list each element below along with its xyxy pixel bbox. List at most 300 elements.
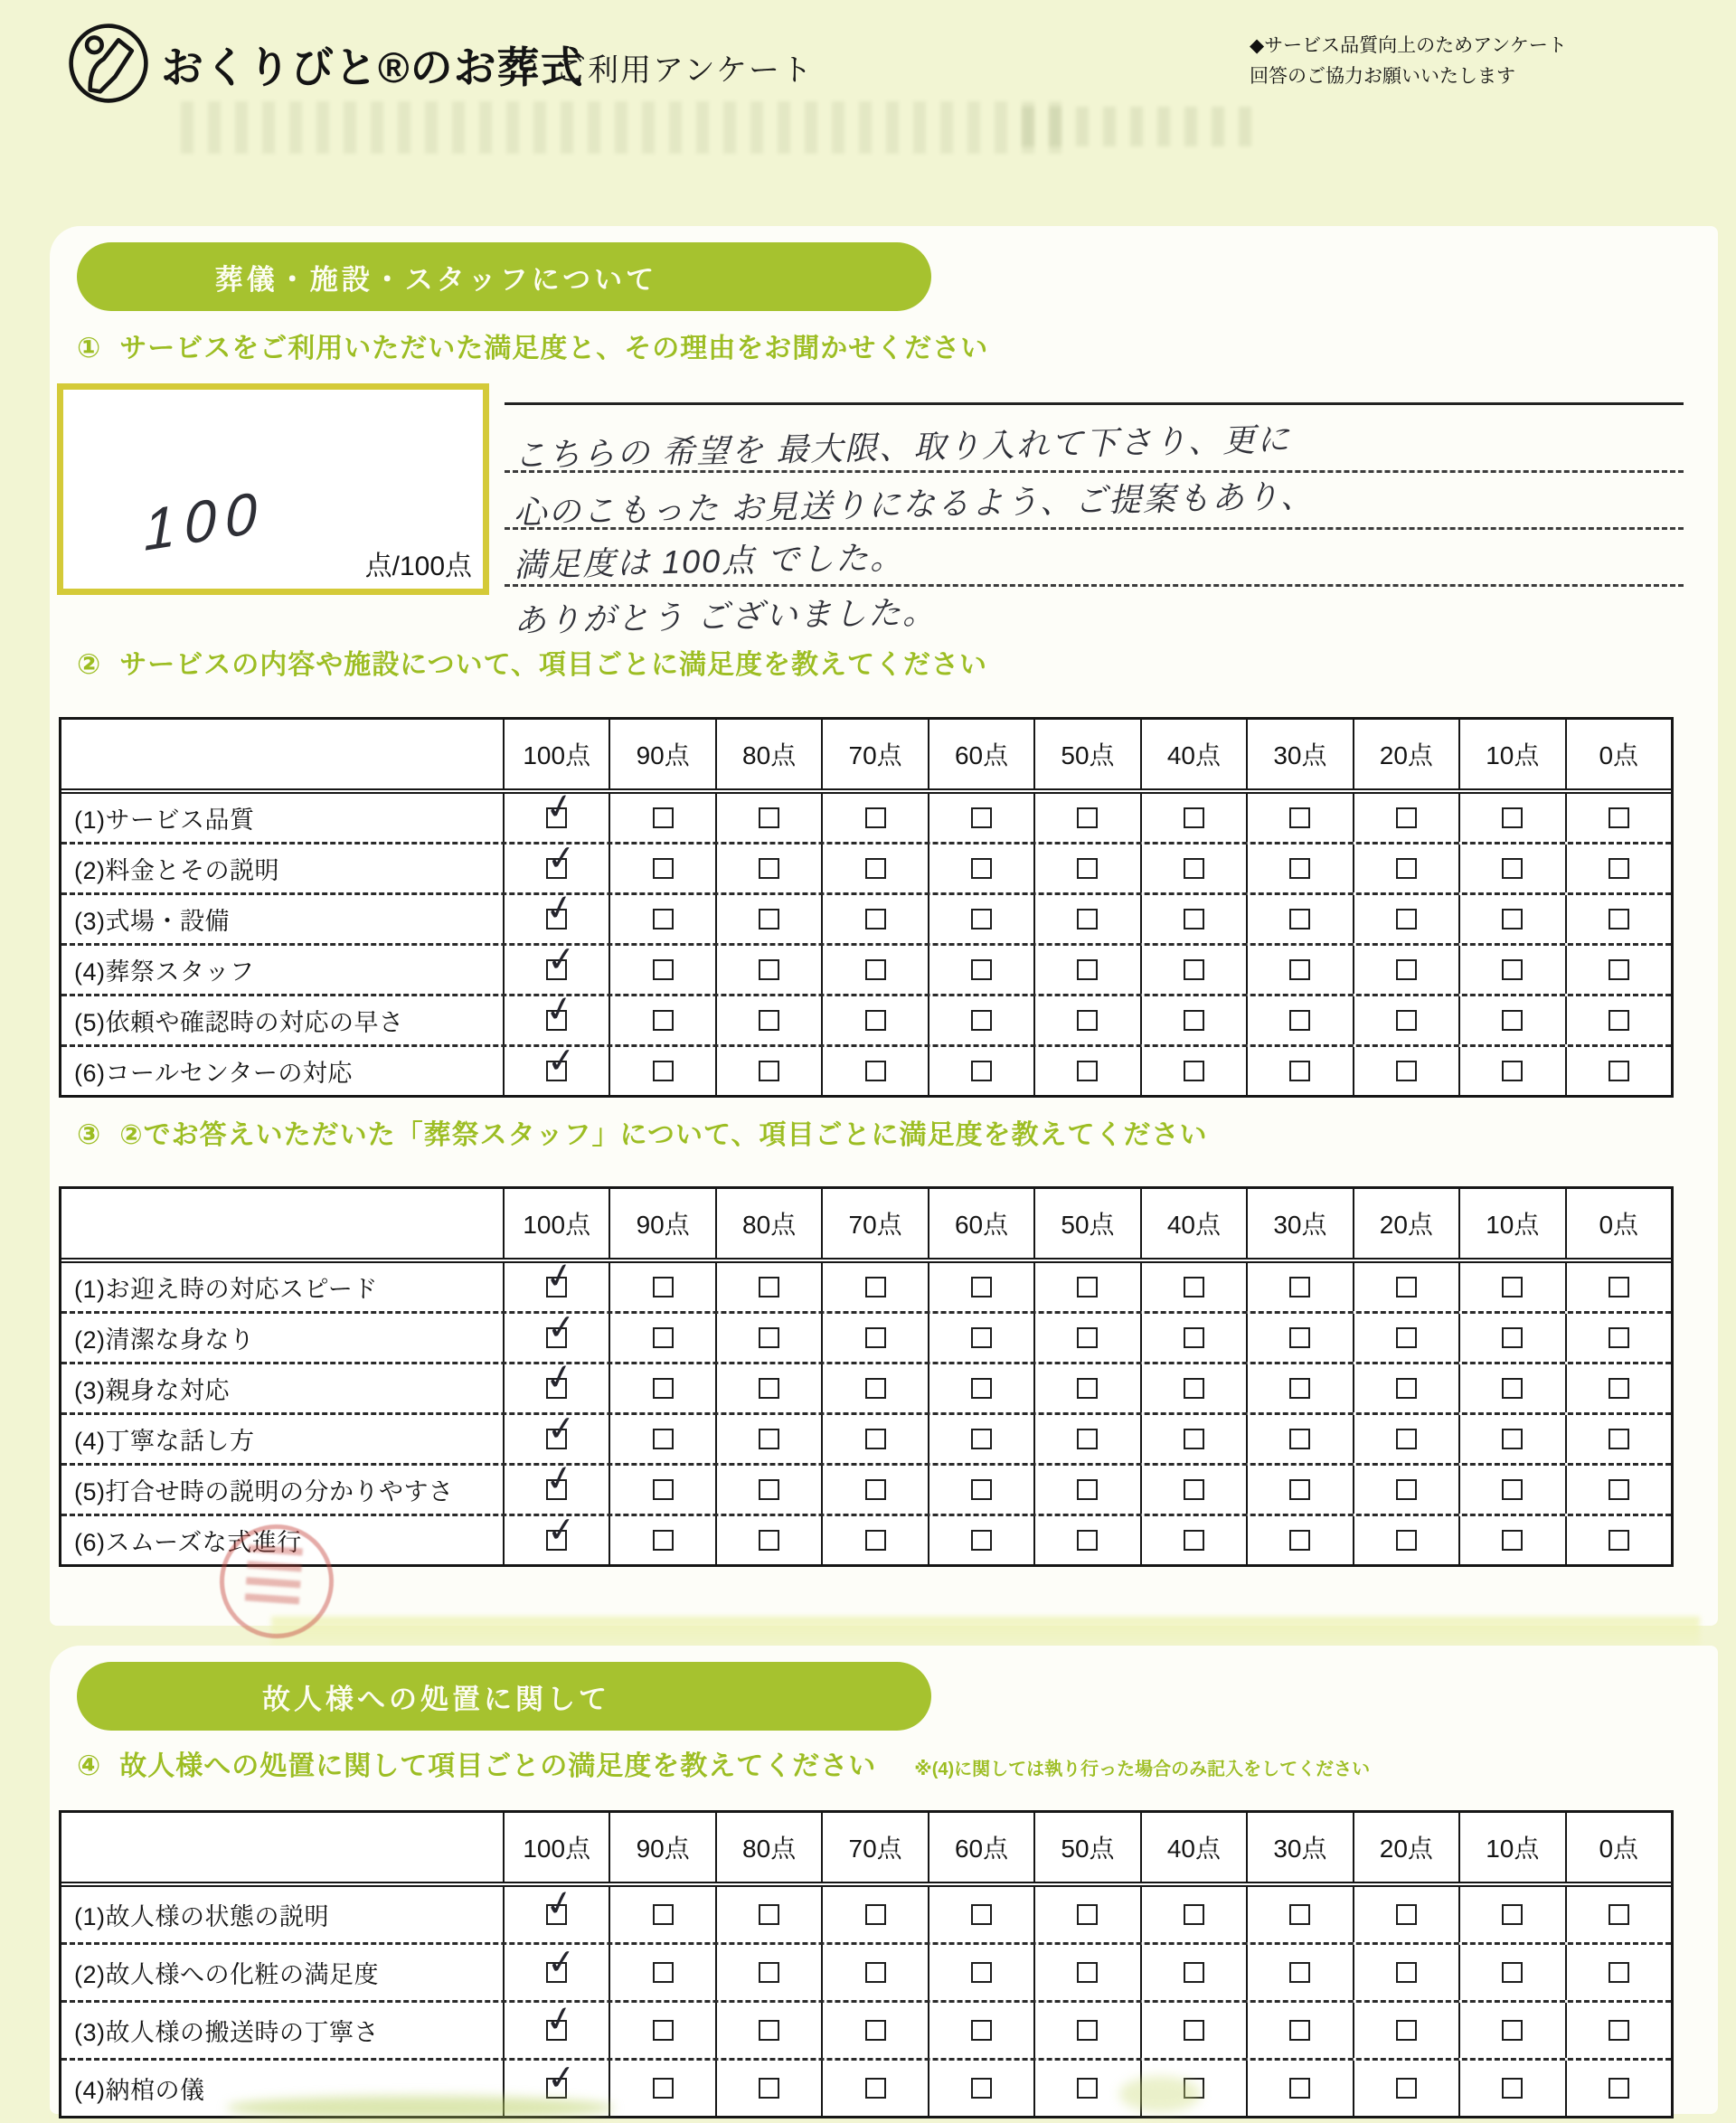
score-cell — [1565, 1516, 1671, 1564]
checkbox — [1502, 1429, 1523, 1449]
score-cell — [1246, 1945, 1352, 2000]
checkbox — [1077, 909, 1098, 929]
score-column-header: 70点 — [821, 1189, 927, 1258]
checkbox — [971, 1061, 992, 1081]
score-cell — [1353, 1415, 1458, 1463]
score-cell — [1565, 2003, 1671, 2058]
header-note-line2: 回答のご協力お願いいたします — [1250, 65, 1515, 87]
score-cell — [928, 1047, 1033, 1095]
checkbox — [1502, 1378, 1523, 1399]
row-label: (1)サービス品質 — [74, 807, 255, 834]
checkbox — [865, 1378, 886, 1399]
score-cell — [1140, 1516, 1246, 1564]
handwritten-text: 心のこもった お見送りになるよう、ご提案もあり、 — [513, 476, 1316, 532]
score-cell — [928, 1364, 1033, 1412]
checkbox — [1184, 2020, 1204, 2041]
table-corner-cell — [61, 1189, 503, 1258]
header-note — [1250, 31, 1567, 91]
score-cell — [1353, 2003, 1458, 2058]
score-cell — [1140, 1945, 1246, 2000]
checkbox-checked — [542, 1458, 579, 1501]
checkbox — [1502, 1530, 1523, 1551]
checkbox — [1077, 1327, 1098, 1348]
row-label: (2)料金とその説明 — [74, 857, 279, 884]
checkbox — [1609, 2020, 1629, 2041]
checkbox — [1289, 858, 1310, 879]
checkbox — [1289, 1904, 1310, 1925]
checkbox — [1077, 959, 1098, 980]
q1-heading — [77, 326, 988, 365]
checkbox — [1184, 909, 1204, 929]
checkbox — [865, 1962, 886, 1983]
checkbox-checked — [545, 939, 578, 981]
checkbox-checked — [542, 1882, 579, 1926]
handwritten-checkmark: ✓ — [542, 1998, 579, 2042]
score-cell — [928, 1314, 1033, 1362]
score-column-header: 0点 — [1565, 720, 1671, 788]
score-cell — [1140, 1263, 1246, 1311]
score-cell — [928, 844, 1033, 892]
handwritten-checkmark: ✓ — [542, 786, 579, 829]
score-cell — [928, 1887, 1033, 1942]
checkbox — [1396, 959, 1417, 980]
checkbox — [653, 1327, 674, 1348]
checkbox — [1609, 1327, 1629, 1348]
score-cell — [1353, 996, 1458, 1044]
checkbox — [865, 909, 886, 929]
checkbox — [759, 807, 779, 828]
score-cell — [1033, 844, 1139, 892]
score-cell — [1246, 2003, 1352, 2058]
checkbox — [1289, 1530, 1310, 1551]
handwritten-text: ありがとう ございました。 — [513, 593, 938, 639]
row-label: (6)スムーズな式進行 — [74, 1529, 302, 1556]
score-cell — [1246, 1466, 1352, 1514]
q1-question: サービスをご利用いただいた満足度と、その理由をお聞かせください — [119, 334, 989, 363]
table-header-row — [61, 720, 1671, 794]
score-cell — [609, 1516, 714, 1564]
score-cell — [1140, 996, 1246, 1044]
handwritten-checkmark: ✓ — [545, 1307, 578, 1349]
table-row — [61, 1942, 1671, 2000]
okuribito-logo — [67, 22, 150, 105]
checkbox — [1609, 1061, 1629, 1081]
checkbox — [971, 1479, 992, 1500]
checkbox — [1289, 1378, 1310, 1399]
brand-title: おくりびと®のお葬式 — [161, 43, 584, 91]
q1-score-handwritten: 100 — [143, 477, 267, 564]
checkbox — [759, 1530, 779, 1551]
checkbox — [653, 1429, 674, 1449]
score-cell — [821, 1263, 927, 1311]
table-corner-cell — [61, 1813, 503, 1882]
score-cell — [928, 1415, 1033, 1463]
score-cell — [1033, 1263, 1139, 1311]
checkbox — [653, 858, 674, 879]
score-cell — [503, 1409, 609, 1463]
table-row — [61, 887, 1671, 943]
score-cell — [821, 946, 927, 994]
score-column-header: 60点 — [928, 1813, 1033, 1882]
score-column-header: 0点 — [1565, 1189, 1671, 1258]
score-cell — [503, 1356, 609, 1412]
checkbox — [1609, 959, 1629, 980]
row-label: (4)葬祭スタッフ — [74, 958, 255, 986]
score-cell — [503, 1307, 609, 1362]
score-column-header: 90点 — [609, 720, 714, 788]
scan-artifact — [1119, 2076, 1201, 2112]
checkbox — [1184, 1061, 1204, 1081]
checkbox — [1396, 1378, 1417, 1399]
checkbox-checked — [545, 2058, 578, 2099]
checkbox — [1502, 1962, 1523, 1983]
score-cell — [1353, 1945, 1458, 2000]
checkbox — [1077, 858, 1098, 879]
checkbox — [971, 1277, 992, 1297]
checkbox — [653, 2020, 674, 2041]
q1-score-suffix: 点/100点 — [364, 552, 472, 581]
score-cell — [1565, 996, 1671, 1044]
score-cell — [715, 1263, 821, 1311]
checkbox — [759, 1378, 779, 1399]
checkbox — [1289, 2020, 1310, 2041]
checkbox — [865, 1429, 886, 1449]
score-cell — [928, 1466, 1033, 1514]
score-cell — [609, 1263, 714, 1311]
handwritten-checkmark: ✓ — [542, 988, 579, 1032]
q1-comment-area — [505, 402, 1684, 639]
score-column-header: 90点 — [609, 1813, 714, 1882]
checkbox — [653, 1277, 674, 1297]
score-column-header: 40点 — [1140, 720, 1246, 788]
score-cell — [715, 1415, 821, 1463]
checkbox — [653, 1061, 674, 1081]
checkbox — [971, 807, 992, 828]
checkbox — [759, 1327, 779, 1348]
score-cell — [1246, 2061, 1352, 2116]
checkbox — [759, 1479, 779, 1500]
score-cell — [715, 1466, 821, 1514]
score-cell — [1033, 1516, 1139, 1564]
score-cell — [821, 1516, 927, 1564]
score-cell — [1353, 1364, 1458, 1412]
checkbox — [1184, 959, 1204, 980]
checkbox — [653, 2078, 674, 2099]
score-cell — [1246, 1887, 1352, 1942]
checkbox — [759, 1061, 779, 1081]
score-cell — [1458, 794, 1564, 842]
checkbox-checked — [545, 1307, 578, 1349]
score-column-header: 60点 — [928, 1189, 1033, 1258]
score-column-header: 50点 — [1033, 1189, 1139, 1258]
handwritten-checkmark: ✓ — [542, 1882, 579, 1926]
score-column-header: 30点 — [1246, 1189, 1352, 1258]
score-cell — [1033, 794, 1139, 842]
checkbox — [865, 1479, 886, 1500]
score-cell — [1140, 1887, 1246, 1942]
q1-comment-line — [505, 405, 1684, 473]
q2-question: サービスの内容や施設について、項目ごとに満足度を教えてください — [119, 650, 988, 680]
score-cell — [1033, 1415, 1139, 1463]
checkbox — [971, 1327, 992, 1348]
score-column-header: 100点 — [503, 720, 609, 788]
score-cell — [821, 2061, 927, 2116]
score-cell — [821, 895, 927, 943]
score-column-header: 100点 — [503, 1189, 609, 1258]
checkbox — [1502, 858, 1523, 879]
q4-heading — [77, 1743, 1370, 1783]
score-cell — [1353, 1263, 1458, 1311]
checkbox — [1609, 909, 1629, 929]
q2-heading — [77, 642, 987, 682]
score-cell — [1033, 1945, 1139, 2000]
score-cell — [1033, 1887, 1139, 1942]
checkbox — [971, 858, 992, 879]
score-cell — [1140, 844, 1246, 892]
score-cell — [609, 1364, 714, 1412]
row-label: (5)依頼や確認時の対応の早さ — [74, 1009, 404, 1036]
score-cell — [609, 1314, 714, 1362]
checkbox — [1077, 1479, 1098, 1500]
score-cell — [1458, 895, 1564, 943]
score-column-header: 30点 — [1246, 720, 1352, 788]
checkbox — [865, 1904, 886, 1925]
score-cell — [821, 844, 927, 892]
checkbox — [653, 1010, 674, 1031]
score-cell — [609, 1887, 714, 1942]
q4-number: ④ — [77, 1750, 102, 1781]
score-cell — [1140, 794, 1246, 842]
score-cell — [1353, 1314, 1458, 1362]
score-cell — [609, 946, 714, 994]
checkbox — [1184, 1277, 1204, 1297]
checkbox — [653, 909, 674, 929]
score-cell — [1565, 1047, 1671, 1095]
score-cell — [1565, 1263, 1671, 1311]
checkbox — [1184, 1904, 1204, 1925]
score-cell — [609, 844, 714, 892]
checkbox — [1502, 1010, 1523, 1031]
score-cell — [1140, 1364, 1246, 1412]
checkbox — [1609, 1010, 1629, 1031]
score-column-header: 70点 — [821, 720, 927, 788]
checkbox — [1609, 1429, 1629, 1449]
checkbox-checked — [542, 1255, 579, 1298]
table-row — [61, 988, 1671, 1044]
score-cell — [1458, 1263, 1564, 1311]
score-cell — [715, 946, 821, 994]
handwritten-checkmark: ✓ — [545, 2058, 578, 2099]
checkbox — [1184, 858, 1204, 879]
score-column-header: 100点 — [503, 1813, 609, 1882]
table-row — [61, 2000, 1671, 2058]
score-column-header: 20点 — [1353, 1813, 1458, 1882]
score-cell — [1353, 844, 1458, 892]
checkbox-checked — [542, 1998, 579, 2042]
score-cell — [1458, 844, 1564, 892]
score-cell — [1458, 1466, 1564, 1514]
checkbox — [1077, 2020, 1098, 2041]
score-column-header: 70点 — [821, 1813, 927, 1882]
checkbox — [1184, 1327, 1204, 1348]
checkbox — [1396, 1277, 1417, 1297]
checkbox-checked — [542, 786, 579, 829]
score-cell — [715, 1516, 821, 1564]
score-column-header: 50点 — [1033, 1813, 1139, 1882]
checkbox — [1289, 1061, 1310, 1081]
score-cell — [715, 1887, 821, 1942]
score-cell — [1140, 1314, 1246, 1362]
q1-comment-line — [505, 530, 1684, 587]
checkbox — [1502, 807, 1523, 828]
checkbox — [1609, 858, 1629, 879]
score-cell — [715, 2003, 821, 2058]
score-cell — [1246, 1516, 1352, 1564]
checkbox — [1396, 1327, 1417, 1348]
q1-score-box — [57, 383, 489, 595]
score-cell — [928, 895, 1033, 943]
score-column-header: 40点 — [1140, 1813, 1246, 1882]
header-note-line1: ◆サービス品質向上のためアンケート — [1250, 35, 1567, 56]
checkbox — [1077, 1010, 1098, 1031]
score-cell — [1458, 1364, 1564, 1412]
score-cell — [1246, 946, 1352, 994]
q4-note: ※(4)に関しては執り行った場合のみ記入をしてください — [914, 1760, 1371, 1779]
score-cell — [609, 996, 714, 1044]
checkbox — [1184, 1479, 1204, 1500]
checkbox — [653, 1904, 674, 1925]
score-cell — [503, 887, 609, 943]
score-cell — [1246, 844, 1352, 892]
checkbox — [865, 2078, 886, 2099]
score-cell — [715, 794, 821, 842]
handwritten-checkmark: ✓ — [542, 1458, 579, 1501]
form-title: ご利用アンケート — [555, 53, 814, 88]
checkbox — [1609, 1378, 1629, 1399]
score-cell — [928, 1263, 1033, 1311]
score-cell — [715, 1945, 821, 2000]
q2-number: ② — [77, 648, 102, 680]
score-column-header: 10点 — [1458, 1813, 1564, 1882]
checkbox — [1396, 1904, 1417, 1925]
checkbox — [653, 807, 674, 828]
q1-comment-line — [505, 587, 1684, 639]
score-cell — [1353, 1516, 1458, 1564]
score-cell — [1458, 1047, 1564, 1095]
score-cell — [1458, 2061, 1564, 2116]
checkbox — [865, 1277, 886, 1297]
score-cell — [715, 1047, 821, 1095]
score-cell — [1033, 1364, 1139, 1412]
score-cell — [1353, 794, 1458, 842]
table-row — [61, 939, 1671, 994]
checkbox-checked — [545, 1942, 578, 1984]
checkbox — [1289, 1010, 1310, 1031]
checkbox-checked — [545, 1041, 578, 1082]
score-column-header: 60点 — [928, 720, 1033, 788]
handwritten-checkmark: ✓ — [545, 939, 578, 981]
row-label: (4)丁寧な話し方 — [74, 1428, 255, 1455]
score-cell — [715, 844, 821, 892]
score-cell — [1246, 1364, 1352, 1412]
scan-artifact — [181, 101, 1067, 154]
checkbox — [1184, 807, 1204, 828]
row-label: (3)故人様の搬送時の丁寧さ — [74, 2019, 379, 2046]
table-row — [61, 1409, 1671, 1463]
score-cell — [609, 1047, 714, 1095]
checkbox — [759, 1010, 779, 1031]
checkbox — [1184, 1530, 1204, 1551]
q1-comment-line — [505, 473, 1684, 530]
checkbox — [759, 2020, 779, 2041]
handwritten-text: 満足度は 100点 でした。 — [513, 538, 905, 584]
checkbox — [971, 1962, 992, 1983]
checkbox — [759, 959, 779, 980]
score-column-header: 80点 — [715, 720, 821, 788]
score-cell — [1033, 946, 1139, 994]
checkbox — [1396, 2020, 1417, 2041]
score-cell — [1565, 1415, 1671, 1463]
score-cell — [715, 1314, 821, 1362]
score-column-header: 40点 — [1140, 1189, 1246, 1258]
score-cell — [1565, 946, 1671, 994]
score-cell — [1458, 2003, 1564, 2058]
red-stamp-glyph — [244, 1544, 303, 1611]
score-cell — [1033, 1466, 1139, 1514]
checkbox — [759, 1962, 779, 1983]
checkbox — [759, 1429, 779, 1449]
checkbox — [1609, 1904, 1629, 1925]
score-cell — [715, 1364, 821, 1412]
checkbox — [1184, 1010, 1204, 1031]
score-cell — [1033, 2003, 1139, 2058]
score-cell — [1140, 1047, 1246, 1095]
row-label: (4)納棺の儀 — [74, 2077, 205, 2104]
score-cell — [1246, 794, 1352, 842]
score-cell — [609, 1415, 714, 1463]
score-cell — [1353, 1887, 1458, 1942]
score-cell — [1565, 2061, 1671, 2116]
checkbox — [653, 1962, 674, 1983]
checkbox — [1077, 2078, 1098, 2099]
handwritten-checkmark: ✓ — [545, 1409, 578, 1450]
score-cell — [821, 1364, 927, 1412]
checkbox — [971, 959, 992, 980]
score-cell — [928, 996, 1033, 1044]
score-cell — [1458, 996, 1564, 1044]
score-cell — [503, 1255, 609, 1311]
table-row — [61, 838, 1671, 892]
table-row — [61, 1458, 1671, 1514]
score-cell — [1140, 2003, 1246, 2058]
checkbox — [1289, 959, 1310, 980]
checkbox — [1077, 1530, 1098, 1551]
checkbox — [971, 1530, 992, 1551]
checkbox — [1396, 807, 1417, 828]
checkbox — [759, 2078, 779, 2099]
checkbox — [1396, 1061, 1417, 1081]
row-label: (5)打合せ時の説明の分かりやすさ — [74, 1478, 454, 1505]
checkbox — [1502, 2020, 1523, 2041]
checkbox — [1396, 1429, 1417, 1449]
score-column-header: 10点 — [1458, 1189, 1564, 1258]
score-cell — [821, 1314, 927, 1362]
table-header-row — [61, 1813, 1671, 1887]
q3-satisfaction-table — [59, 1186, 1674, 1567]
score-cell — [715, 996, 821, 1044]
checkbox — [1609, 1962, 1629, 1983]
checkbox — [865, 1327, 886, 1348]
